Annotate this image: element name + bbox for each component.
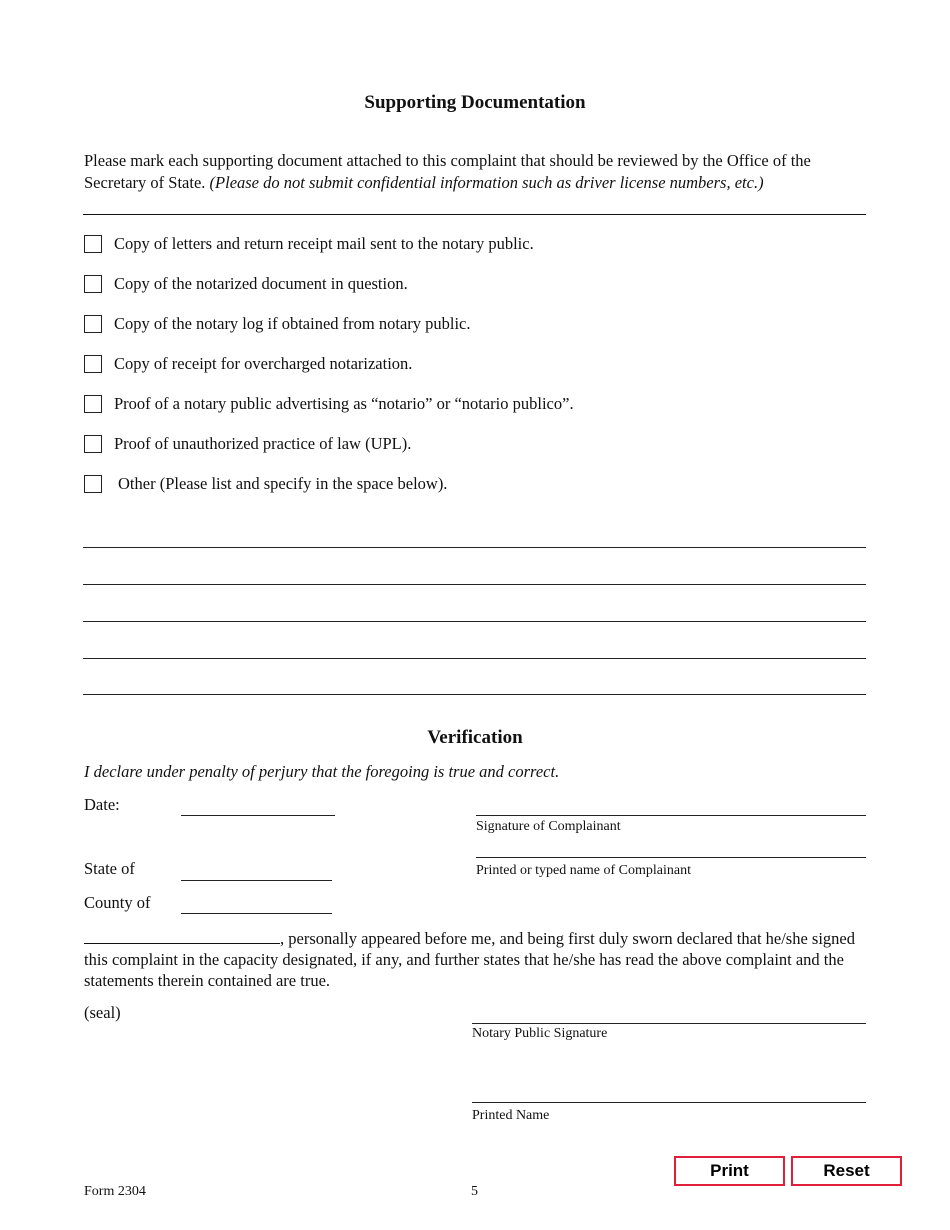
checklist-item[interactable] <box>84 313 471 335</box>
other-entry-line[interactable] <box>83 694 866 695</box>
checklist-label: Proof of a notary public advertising as “notario” or “notario publico”. <box>114 394 574 413</box>
state-label: State of <box>84 859 135 878</box>
checklist-item[interactable] <box>84 393 574 415</box>
complainant-signature-line[interactable] <box>476 815 866 816</box>
complainant-printed-name-line[interactable] <box>476 857 866 858</box>
notary-signature-line[interactable] <box>472 1023 866 1024</box>
checklist-label: Other (Please list and specify in the space below). <box>118 474 448 493</box>
state-field-line[interactable] <box>181 880 332 881</box>
checklist-item[interactable] <box>84 273 408 295</box>
intro-divider <box>83 214 866 215</box>
signature-label: Signature of Complainant <box>476 819 621 834</box>
checklist-item[interactable] <box>84 433 411 455</box>
notary-printed-name-label: Printed Name <box>472 1108 550 1123</box>
notary-printed-name-line[interactable] <box>472 1102 866 1103</box>
other-entry-line[interactable] <box>83 584 866 585</box>
verification-declaration: I declare under penalty of perjury that the foregoing is true and correct. <box>84 762 560 781</box>
verification-title: Verification <box>427 727 523 748</box>
printed-name-label: Printed or typed name of Complainant <box>476 863 692 878</box>
appearance-paragraph <box>84 927 866 991</box>
county-label: County of <box>84 893 151 912</box>
appearance-text: , personally appeared before me, and being first duly sworn declared that he/she signed this complaint in the capacity designated, if any, and further states that he/she has read the above complaint and the statements therein contained are true. <box>84 929 856 990</box>
checklist-label: Copy of the notarized document in question. <box>114 274 408 293</box>
checklist-label: Copy of receipt for overcharged notarization. <box>114 354 413 373</box>
page-number: 5 <box>471 1184 478 1199</box>
checklist-item[interactable] <box>84 233 534 255</box>
reset-button[interactable]: Reset <box>791 1156 902 1186</box>
intro-text: Please mark each supporting document attached to this complaint that should be reviewed by the Office of the Secretary of State. <box>84 151 811 192</box>
checkbox[interactable] <box>84 355 102 373</box>
date-field-line[interactable] <box>181 815 335 816</box>
appearant-name-blank[interactable] <box>84 927 280 944</box>
checklist-label: Proof of unauthorized practice of law (UPL). <box>114 434 412 453</box>
intro-paragraph <box>84 150 866 194</box>
county-field-line[interactable] <box>181 913 332 914</box>
seal-label: (seal) <box>84 1003 121 1022</box>
intro-italic-note: (Please do not submit confidential information such as driver license numbers, etc.) <box>209 173 764 192</box>
other-entry-line[interactable] <box>83 658 866 659</box>
checklist-label: Copy of letters and return receipt mail sent to the notary public. <box>114 234 534 253</box>
page-title: Supporting Documentation <box>364 92 586 113</box>
checkbox[interactable] <box>84 235 102 253</box>
form-number: Form 2304 <box>84 1184 146 1199</box>
checkbox[interactable] <box>84 315 102 333</box>
print-button[interactable]: Print <box>674 1156 785 1186</box>
checklist-label: Copy of the notary log if obtained from notary public. <box>114 314 471 333</box>
checkbox[interactable] <box>84 435 102 453</box>
checkbox[interactable] <box>84 475 102 493</box>
checklist-item[interactable] <box>84 353 412 375</box>
date-label: Date: <box>84 795 120 814</box>
other-entry-line[interactable] <box>83 621 866 622</box>
checkbox[interactable] <box>84 395 102 413</box>
checklist-item[interactable] <box>84 473 447 495</box>
notary-signature-label: Notary Public Signature <box>472 1026 608 1041</box>
other-entry-line[interactable] <box>83 547 866 548</box>
checkbox[interactable] <box>84 275 102 293</box>
